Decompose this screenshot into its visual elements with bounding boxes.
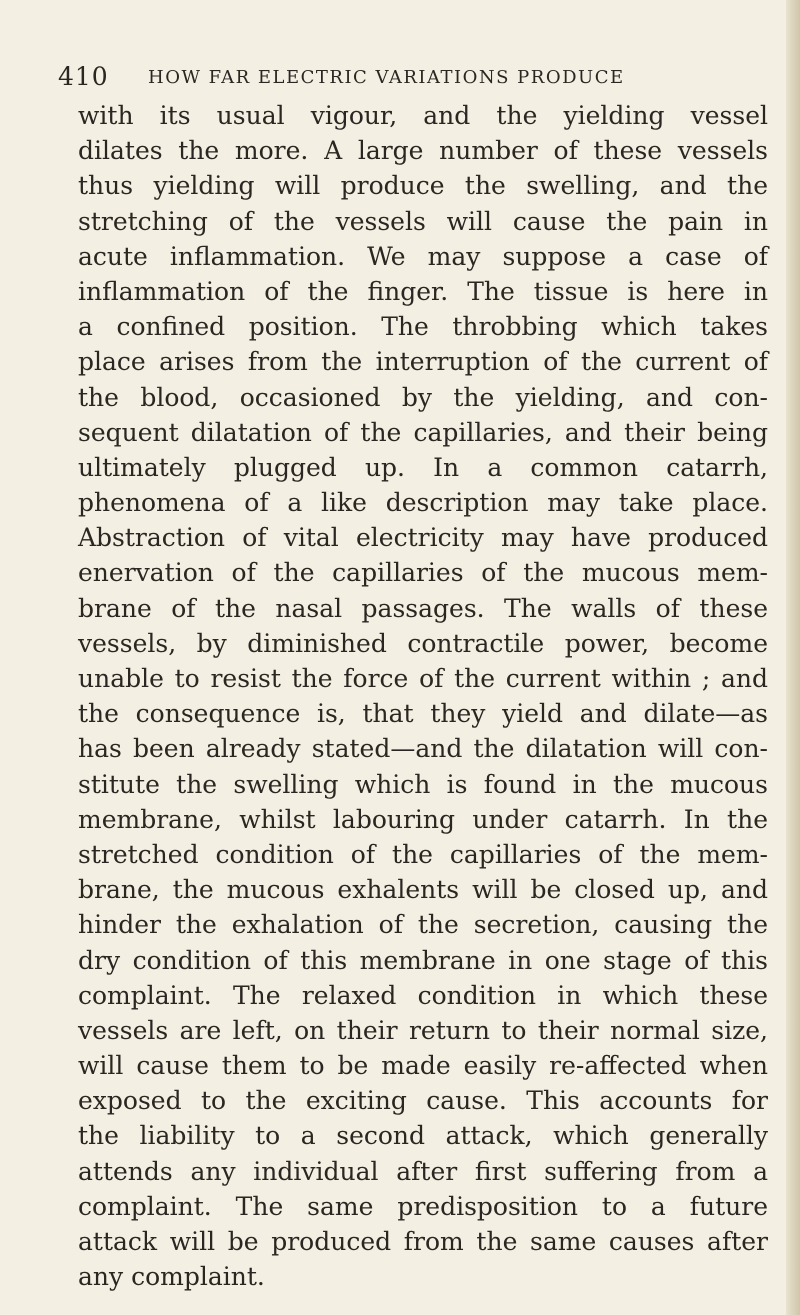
text-line: stretching of the vessels will cause the pain in [78,206,768,236]
text-line: complaint. The same predisposition to a future [78,1191,768,1221]
text-line: will cause them to be made easily re-affected when [78,1051,768,1081]
text-line: acute inflammation. We may suppose a case of [78,241,768,271]
text-line: place arises from the interruption of the current of [78,347,768,377]
text-line: membrane, whilst labouring under catarrh. In the [78,804,768,834]
text-line: exposed to the exciting cause. This accounts for [78,1086,768,1116]
text-line: attack will be produced from the same causes after [78,1227,768,1256]
page-edge [786,0,800,1315]
text-line: sequent dilatation of the capillaries, and their being [78,417,768,447]
text-line: vessels, by diminished contractile power, become [78,628,768,658]
text-line: any complaint. [78,1262,265,1292]
text-line: stretched condition of the capillaries of the mem- [78,839,768,869]
text-line: enervation of the capillaries of the mucous mem- [78,558,768,588]
text-line: a confined position. The throbbing which takes [78,312,768,342]
page-number: 410 [58,62,109,91]
text-line: inflammation of the finger. The tissue is here in [78,276,768,306]
text-line: brane, the mucous exhalents will be closed up, and [78,875,768,905]
text-line: hinder the exhalation of the secretion, causing the [78,910,768,940]
text-line: dilates the more. A large number of these vessels [78,136,768,166]
text-line: phenomena of a like description may take place. [78,488,768,518]
text-line: the consequence is, that they yield and dilate—as [78,699,768,729]
text-line: the liability to a second attack, which generally [78,1121,768,1151]
page-header [58,62,758,92]
text-line: with its usual vigour, and the yielding vessel [78,101,768,130]
text-line: brane of the nasal passages. The walls of these [78,593,768,623]
text-line: thus yielding will produce the swelling, and the [78,171,768,201]
body-paragraph [78,98,768,1294]
text-line: unable to resist the force of the current within ; and [78,664,768,693]
text-line: vessels are left, on their return to their normal size, [78,1015,768,1045]
text-line: stitute the swelling which is found in the mucous [78,769,768,799]
running-head: HOW FAR ELECTRIC VARIATIONS PRODUCE [148,67,625,88]
text-line: ultimately plugged up. In a common catarrh, [78,452,768,482]
text-line: dry condition of this membrane in one stage of this [78,945,768,975]
text-line: the blood, occasioned by the yielding, and con- [78,382,768,412]
text-line: attends any individual after first suffering from a [78,1156,768,1186]
text-line: Abstraction of vital electricity may have produced [78,523,768,553]
text-line: complaint. The relaxed condition in which these [78,980,768,1010]
text-line: has been already stated—and the dilatation will con- [78,734,768,764]
